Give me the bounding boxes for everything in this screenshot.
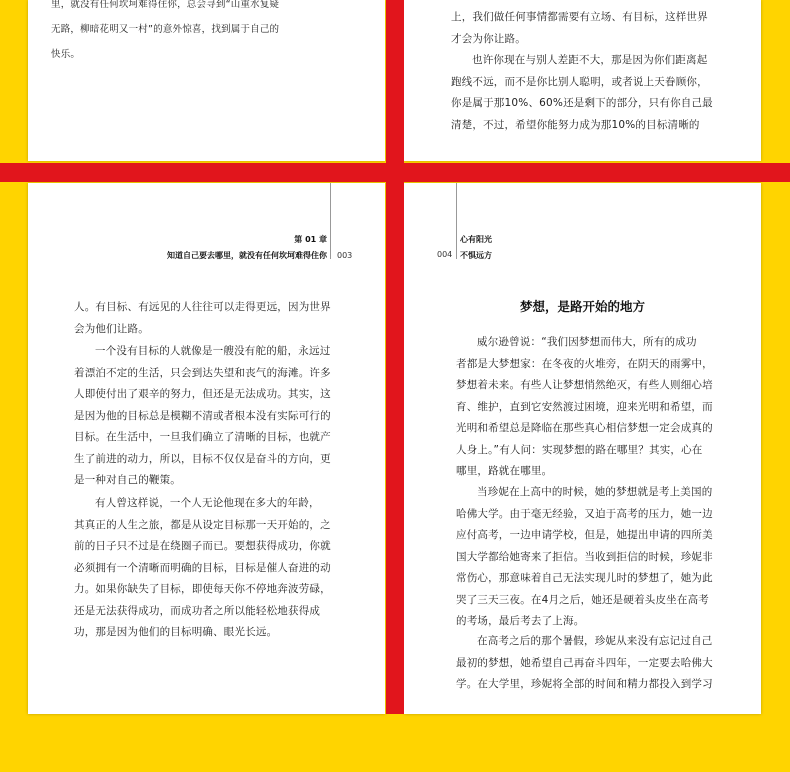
text-line: 会为他们让路。 xyxy=(74,322,149,335)
text-line: 常伤心，那意味着自己无法实现儿时的梦想了，她为此 xyxy=(456,572,713,584)
text-line: 必须拥有一个清晰而明确的目标，目标是催人奋进的动 xyxy=(74,561,331,574)
header-divider xyxy=(456,183,457,259)
text-line: 人即使付出了艰辛的努力，但还是无法成功。其实，这 xyxy=(74,388,331,400)
header-divider xyxy=(330,183,331,259)
text-line: 光明和希望总是降临在那些真心相信梦想一定会成真的 xyxy=(456,422,713,434)
text-line: 快乐。 xyxy=(51,49,81,60)
chapter-subtitle: 知道自己要去哪里，就没有任何坎坷难得住你 xyxy=(167,251,327,260)
text-line: 着漂泊不定的生活，只会到达失望和丧气的海滩。许多 xyxy=(74,366,331,379)
text-line: 才会为你让路。 xyxy=(451,32,526,45)
section-title: 梦想，是路开始的地方 xyxy=(519,299,645,314)
book-title-line1: 心有阳光 xyxy=(460,235,492,244)
text-line: 国大学都给她寄来了拒信。当收到拒信的时候，珍妮非 xyxy=(456,550,713,563)
text-line: 哈佛大学。由于毫无经验，又迫于高考的压力，她一边 xyxy=(456,507,713,520)
text-line: 里，就没有任何坎坷难得住你，总会寻到“山重水复疑 xyxy=(51,0,280,10)
paragraph xyxy=(51,0,341,67)
text-line: 威尔逊曾说：“我们因梦想而伟大，所有的成功 xyxy=(477,336,697,348)
paragraph xyxy=(456,482,713,633)
paragraph xyxy=(456,631,713,696)
paragraph xyxy=(456,332,713,483)
paragraph xyxy=(74,493,331,644)
text-line: 还是无法获得成功，而成功者之所以能轻松地获得成 xyxy=(74,604,321,617)
text-line: 当珍妮在上高中的时候，她的梦想就是考上美国的 xyxy=(477,486,713,498)
text-line: 也许你现在与别人差距不大，那是因为你们距离起 xyxy=(472,54,708,66)
text-line: 在高考之后的那个暑假，珍妮从来没有忘记过自己 xyxy=(477,635,713,647)
paragraph xyxy=(74,297,331,340)
text-line: 目标。在生活中，一旦我们确立了清晰的目标，也就产 xyxy=(74,431,331,443)
text-line: 育、维护，直到它安然渡过困境，迎来光明和希望，而 xyxy=(456,400,713,413)
red-ribbon-vertical xyxy=(386,0,404,714)
text-line: 上，我们做任何事情都需要有立场、有目标，这样世界 xyxy=(451,11,708,23)
text-line: 梦想着未来。有些人让梦想悄然绝灭，有些人则细心培 xyxy=(456,379,713,391)
text-line: 其真正的人生之旅，都是从设定目标那一天开始的，之 xyxy=(74,518,331,531)
paragraph xyxy=(451,7,715,50)
text-line: 学。在大学里，珍妮将全部的时间和精力都投入到学习 xyxy=(456,678,713,690)
book-title-line2: 不惧远方 xyxy=(460,251,492,260)
text-line: 清楚，不过，希望你能努力成为那10%的目标清晰的 xyxy=(451,118,700,131)
paragraph xyxy=(74,341,331,492)
text-line: 哭了三天三夜。在4月之后，她还是硬着头皮坐在高考 xyxy=(456,593,709,606)
text-line: 功，那是因为他们的目标明确、眼光长远。 xyxy=(74,626,278,638)
page-004 xyxy=(404,183,761,714)
text-line: 有人曾这样说，一个人无论他现在多大的年龄， xyxy=(95,497,320,509)
text-line: 无路，柳暗花明又一村”的意外惊喜，找到属于自己的 xyxy=(51,24,280,35)
text-line: 力。如果你缺失了目标，即使每天你不停地奔波劳碌， xyxy=(74,583,331,595)
page-003 xyxy=(28,183,385,714)
text-line: 应付高考，一边申请学校，但是，她提出申请的四所美 xyxy=(456,529,713,541)
text-line: 生了前进的动力，所以，目标不仅仅是奋斗的方向，更 xyxy=(74,452,331,465)
text-line: 前的日子只不过是在绕圈子而已。要想获得成功，你就 xyxy=(74,540,331,552)
page-number: 003 xyxy=(337,251,353,260)
text-line: 跑线不远，而不是你比别人聪明，或者说上天眷顾你， xyxy=(451,75,708,88)
text-line: 者都是大梦想家：在冬夜的火堆旁，在阴天的雨雾中， xyxy=(456,357,713,370)
text-line: 的考场，最后考去了上海。 xyxy=(456,615,585,627)
paragraph xyxy=(451,50,715,136)
chapter-label: 第 01 章 xyxy=(294,235,327,244)
text-line: 人身上。”有人问：实现梦想的路在哪里？其实，心在 xyxy=(456,443,703,456)
text-line: 是一种对自己的鞭策。 xyxy=(74,474,181,486)
page-top-right xyxy=(404,0,761,161)
page-top-left xyxy=(28,0,385,161)
page-number: 004 xyxy=(437,250,453,259)
text-line: 哪里，路就在哪里。 xyxy=(456,465,553,477)
text-line: 人。有目标、有远见的人往往可以走得更远，因为世界 xyxy=(74,301,331,313)
text-line: 是因为他的目标总是模糊不清或者根本没有实际可行的 xyxy=(74,409,331,422)
text-line: 一个没有目标的人就像是一艘没有舵的船，永远过 xyxy=(95,345,331,357)
text-line: 最初的梦想，她希望自己再奋斗四年，一定要去哈佛大 xyxy=(456,656,713,669)
text-line: 你是属于那10%、60%还是剩下的部分，只有你自己最 xyxy=(451,97,713,109)
